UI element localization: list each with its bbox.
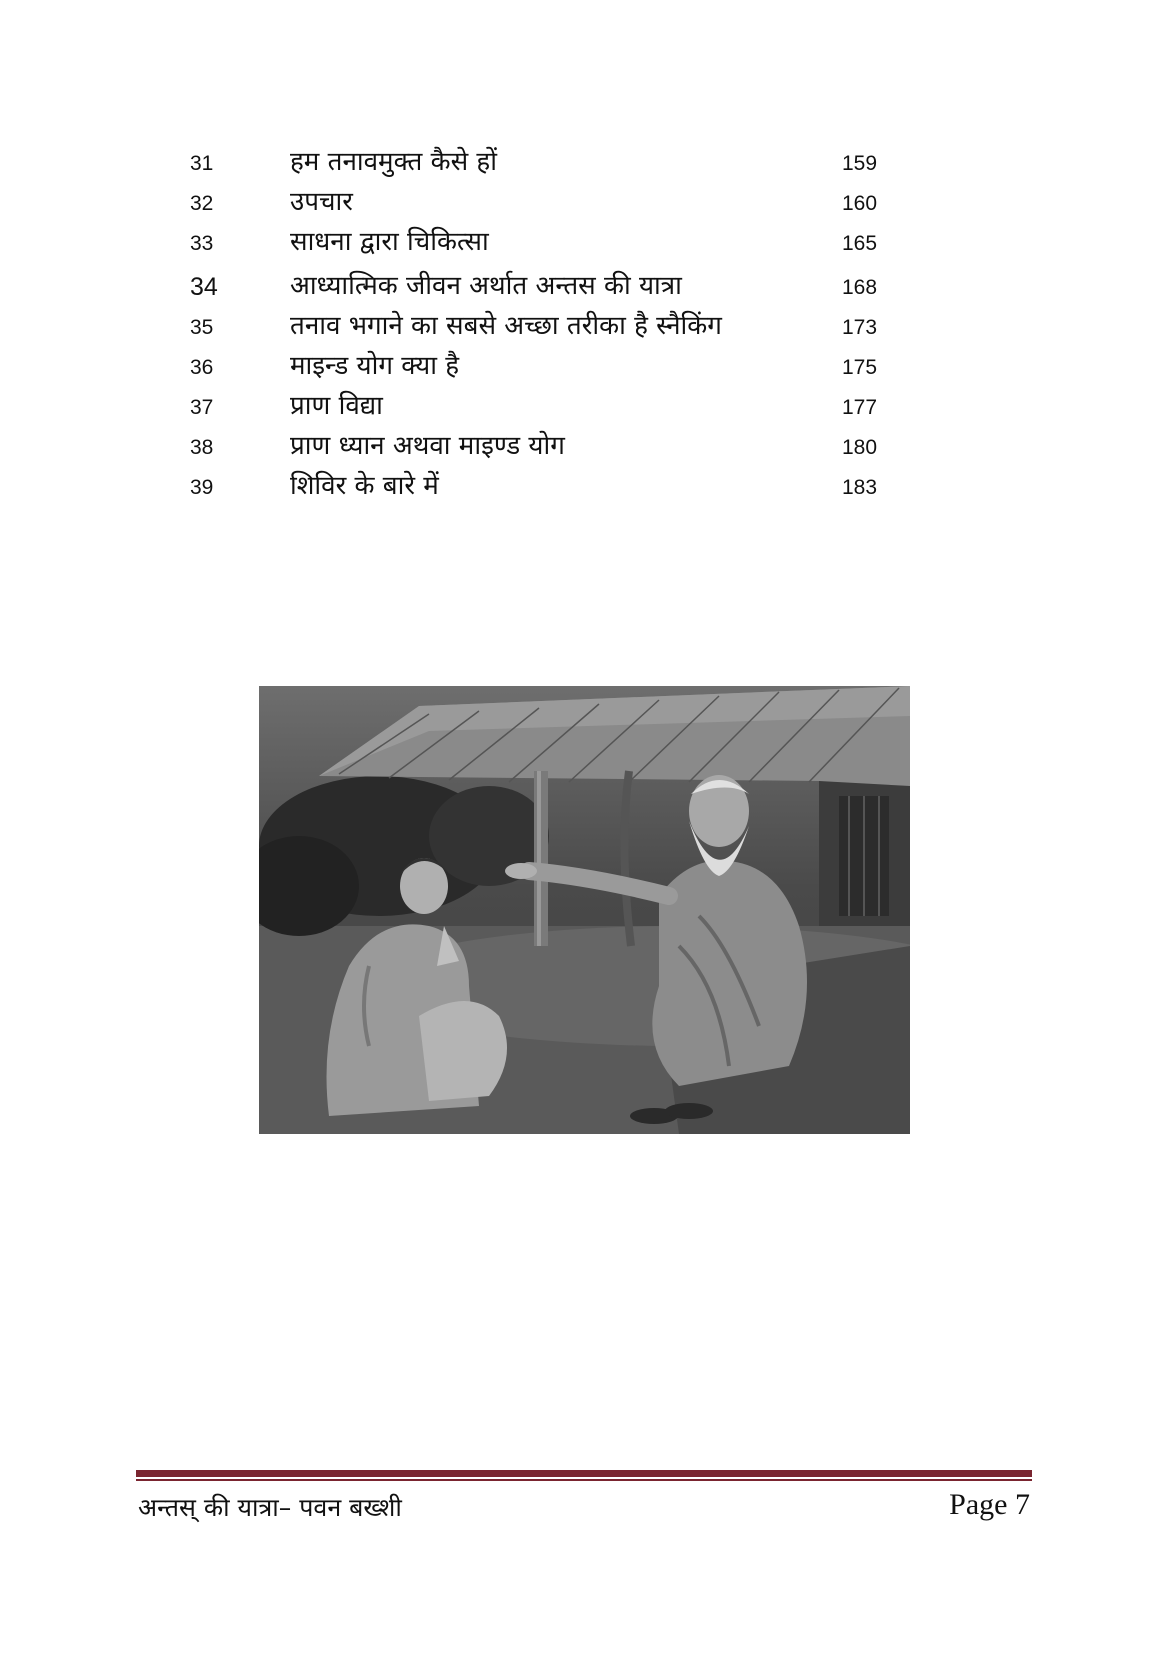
toc-number: 39: [190, 476, 214, 499]
toc-title: प्राण विद्या: [290, 391, 383, 421]
toc-page-number: 168: [842, 276, 878, 299]
toc-number: 32: [190, 192, 214, 215]
toc-number: 31: [190, 152, 214, 175]
toc-row: [0, 346, 1166, 386]
toc-page-number: 175: [842, 356, 878, 379]
footer-book-title: अन्तस् की यात्रा– पवन बख्शी: [138, 1493, 402, 1522]
toc-title: माइन्ड योग क्या है: [290, 351, 460, 381]
footer-rule: [136, 1470, 1032, 1477]
toc-page-number: 177: [842, 396, 878, 419]
toc-page-number: 165: [842, 232, 878, 255]
toc-number: 37: [190, 396, 214, 419]
toc-row: [0, 222, 1166, 262]
toc-row: [0, 266, 1166, 306]
toc-number: 36: [190, 356, 214, 379]
toc-title: हम तनावमुक्त कैसे हों: [290, 147, 497, 177]
toc-number: 33: [190, 232, 214, 255]
toc-page-number: 180: [842, 436, 878, 459]
toc-title: प्राण ध्यान अथवा माइण्ड योग: [290, 431, 565, 461]
footer-rule-thin: [136, 1479, 1032, 1481]
toc-number: 34: [190, 273, 218, 301]
toc-row: [0, 182, 1166, 222]
toc-title: उपचार: [290, 187, 353, 217]
toc-row: [0, 306, 1166, 346]
footer-page-number: Page 7: [949, 1488, 1030, 1521]
toc-title: तनाव भगाने का सबसे अच्छा तरीका है स्नैकिंग: [290, 311, 722, 341]
toc-page-number: 159: [842, 152, 878, 175]
toc-number: 35: [190, 316, 214, 339]
sage-blessing-illustration: [259, 686, 910, 1134]
toc-row: [0, 142, 1166, 182]
toc-number: 38: [190, 436, 214, 459]
toc-row: [0, 426, 1166, 466]
toc-title: साधना द्वारा चिकित्सा: [290, 227, 489, 257]
toc-page-number: 173: [842, 316, 878, 339]
toc-row: [0, 466, 1166, 506]
toc-title: आध्यात्मिक जीवन अर्थात अन्तस की यात्रा: [290, 271, 682, 301]
toc-row: [0, 386, 1166, 426]
toc-page-number: 160: [842, 192, 878, 215]
toc-title: शिविर के बारे में: [290, 471, 439, 501]
toc-page-number: 183: [842, 476, 878, 499]
